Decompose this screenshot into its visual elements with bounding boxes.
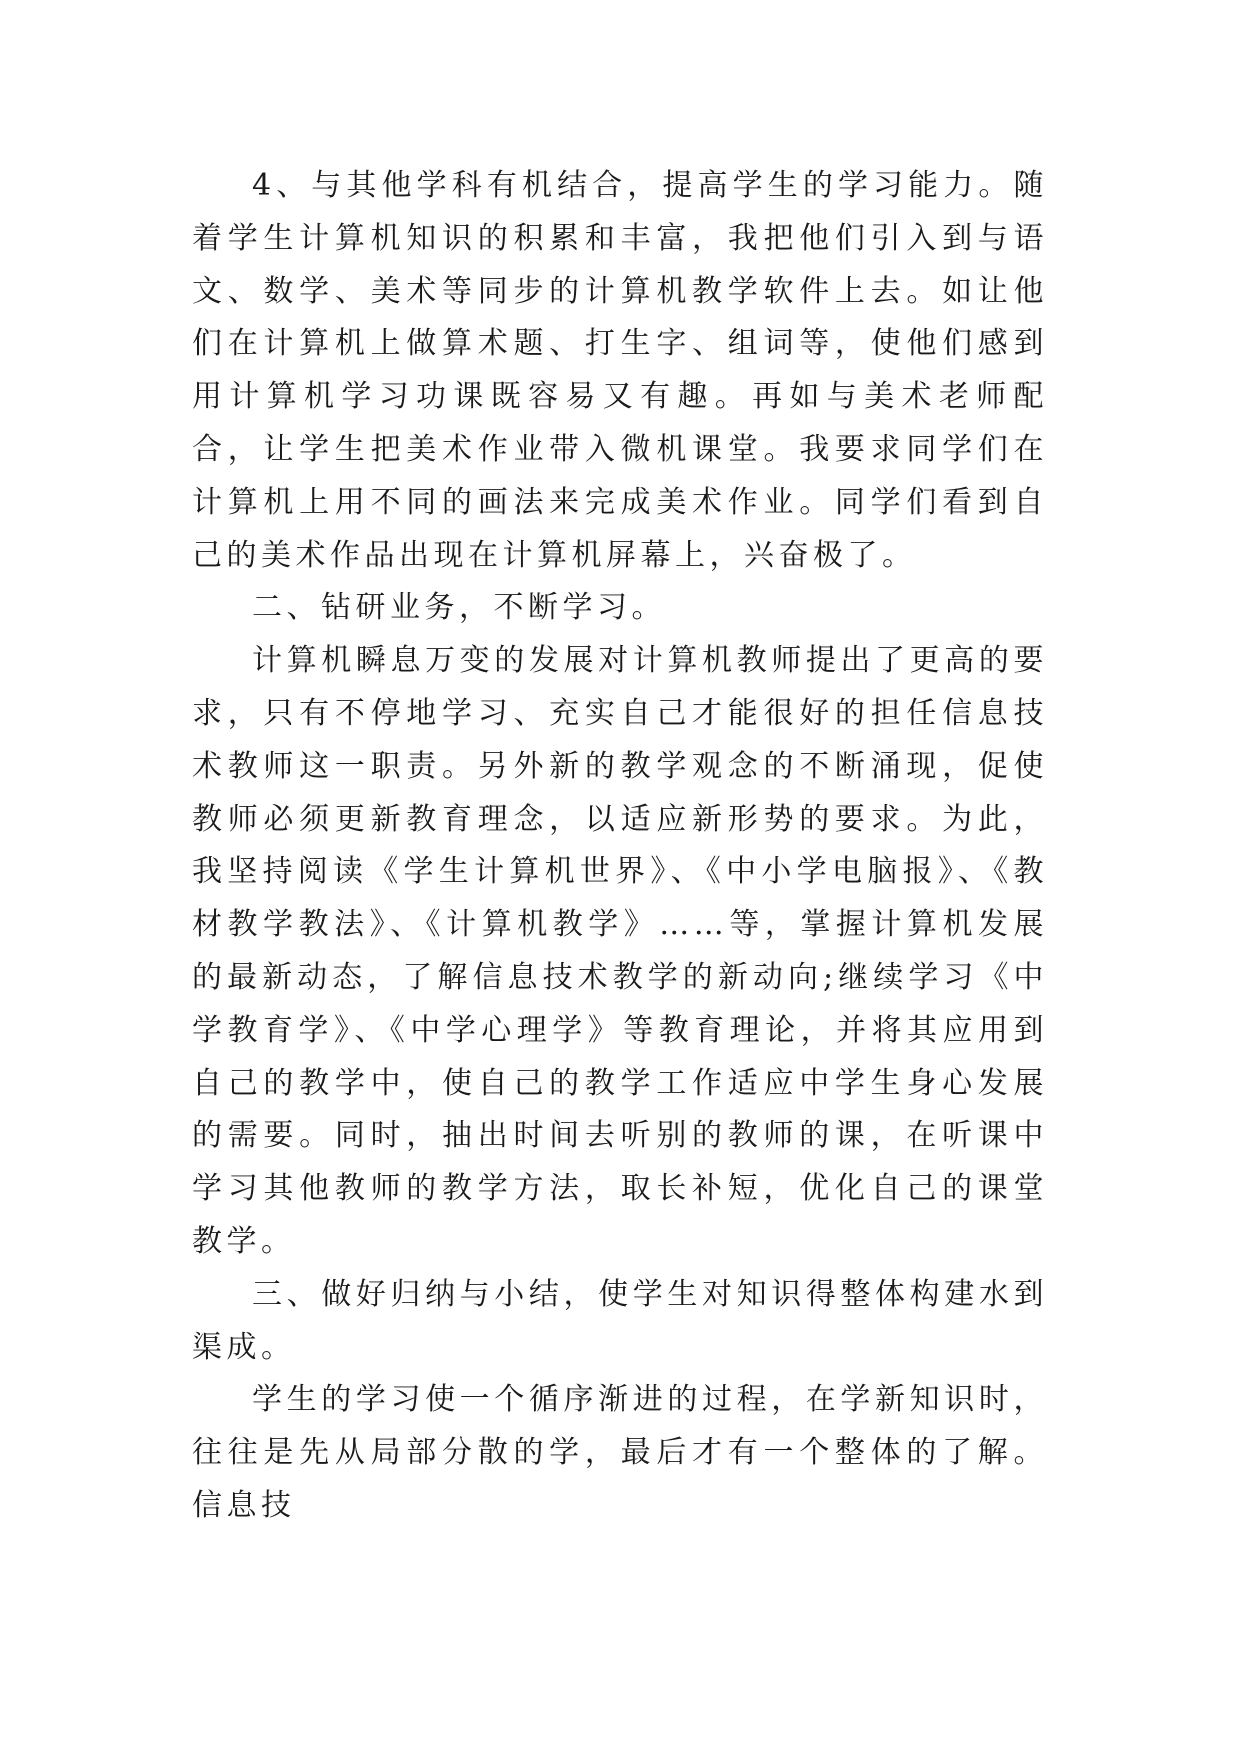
paragraph-integration: 4、与其他学科有机结合，提高学生的学习能力。随着学生计算机知识的积累和丰富，我把他们引入到与语文、数学、美术等同步的计算机教学软件上去。如让他们在计算机上做算术题、打生字、组词等，使他们感到用计算机学习功课既容易又有趣。再如与美术老师配合，让学生把美术作业带入微机课堂。我要求同学们在计算机上用不同的画法来完成美术作业。同学们看到自己的美术作品出现在计算机屏幕上，兴奋极了。	[192, 168, 1048, 573]
document-body	[192, 160, 1048, 1533]
section-heading-summary: 三、做好归纳与小结，使学生对知识得整体构建水到渠成。	[192, 1276, 1048, 1365]
paragraph-step-by-step: 学生的学习使一个循序渐进的过程，在学新知识时，往往是先从局部分散的学，最后才有一个整体的了解。信息技	[192, 1382, 1048, 1523]
section-heading-research: 二、钻研业务，不断学习。	[252, 590, 666, 626]
paragraph-continuous-learning: 计算机瞬息万变的发展对计算机教师提出了更高的要求，只有不停地学习、充实自己才能很好的担任信息技术教师这一职责。另外新的教学观念的不断涌现，促使教师必须更新教育理念，以适应新形势的要求。为此，我坚持阅读《学生计算机世界》、《中小学电脑报》、《教材教学教法》、《计算机教学》……等，掌握计算机发展的最新动态，了解信息技术教学的新动向;继续学习《中学教育学》、《中学心理学》等教育理论，并将其应用到自己的教学中，使自己的教学工作适应中学生身心发展的需要。同时，抽出时间去听别的教师的课，在听课中学习其他教师的教学方法，取长补短，优化自己的课堂教学。	[192, 643, 1048, 1259]
